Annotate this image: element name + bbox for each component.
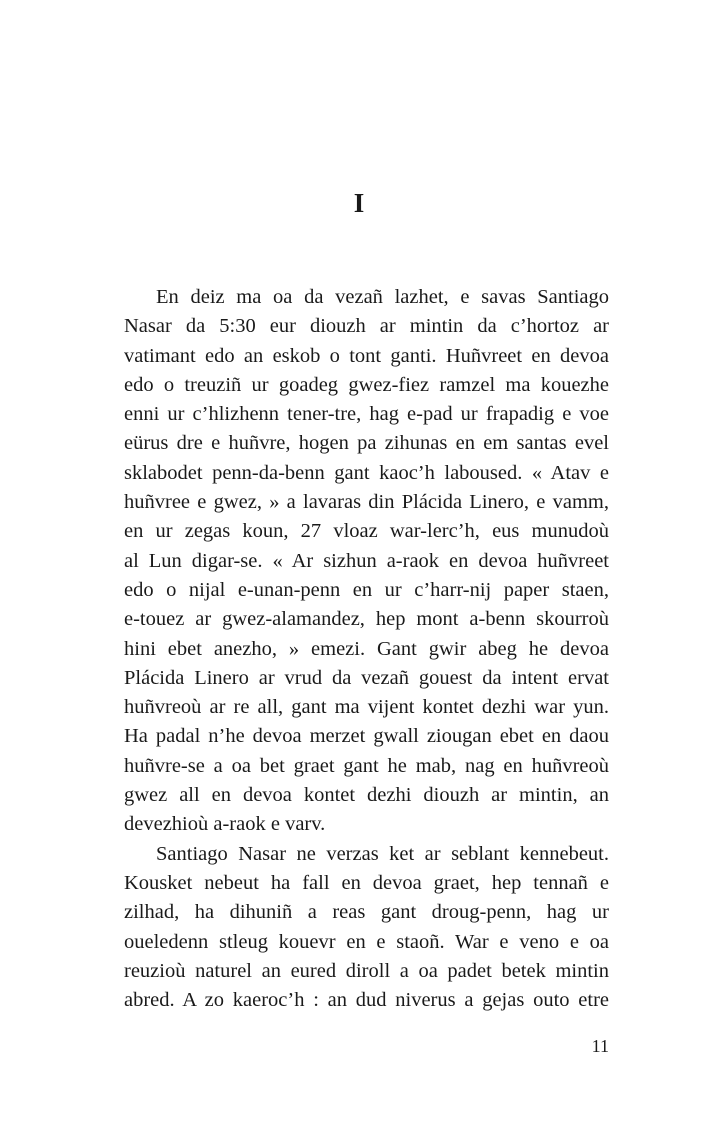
text-line: Santiago Nasar ne verzas ket ar seblant kennebeut. [156,842,609,865]
text-line: en ur zegas koun, 27 vloaz war-lerc’h, eus munudoù [124,520,609,543]
chapter-heading: I [353,188,366,218]
text-line: gwez all en devoa kontet dezhi diouzh ar mintin, an [124,784,609,807]
text-line: edo o treuziñ ur goadeg gwez-fiez ramzel ma kouezhe [124,373,609,396]
text-line: edo o nijal e-unan-penn en ur c’harr-nij paper staen, [124,578,609,601]
text-line: huñvreoù ar re all, gant ma vijent kontet dezhi war yun. [124,696,609,719]
text-line: En deiz ma oa da vezañ lazhet, e savas Santiago [156,286,609,308]
text-line: eürus dre e huñvre, hogen pa zihunas en em santas evel [124,432,609,455]
text-line: zilhad, ha dihuniñ a reas gant droug-penn, hag ur [124,901,609,924]
text-line: huñvre-se a oa bet graet gant he mab, nag en huñvreoù [124,754,609,777]
body-text [124,283,609,1015]
text-line: al Lun digar-se. « Ar sizhun a-raok en devoa huñvreet [124,549,609,572]
text-line: e-touez ar gwez-alamandez, hep mont a-benn skourroù [124,608,609,631]
text-line: sklabodet penn-da-benn gant kaoc’h laboused. « Atav e [124,461,609,484]
text-line: vatimant edo an eskob o tont ganti. Huñvreet en devoa [124,344,609,367]
text-line: oueledenn stleug kouevr en e staoñ. War e veno e oa [124,930,609,953]
text-line: enni ur c’hlizhenn tener-tre, hag e-pad ur frapadig e voe [124,403,609,426]
text-line: Plácida Linero ar vrud da vezañ gouest da intent ervat [124,666,609,689]
text-line: abred. A zo kaeroc’h : an dud niverus a gejas outo etre [124,989,609,1012]
text-line: hini ebet anezho, » emezi. Gant gwir abeg he devoa [124,637,609,660]
text-line: huñvree e gwez, » a lavaras din Plácida Linero, e vamm, [124,491,609,514]
text-line: Ha padal n’he devoa merzet gwall ziougan ebet en daou [124,725,609,748]
text-line: devezhioù a-raok e varv. [124,813,326,836]
text-line: Nasar da 5:30 eur diouzh ar mintin da c’hortoz ar [124,315,609,338]
text-line: reuzioù naturel an eured diroll a oa padet betek mintin [124,959,609,982]
page-number: 11 [591,1036,609,1056]
text-line: Kousket nebeut ha fall en devoa graet, hep tennañ e [124,871,609,894]
